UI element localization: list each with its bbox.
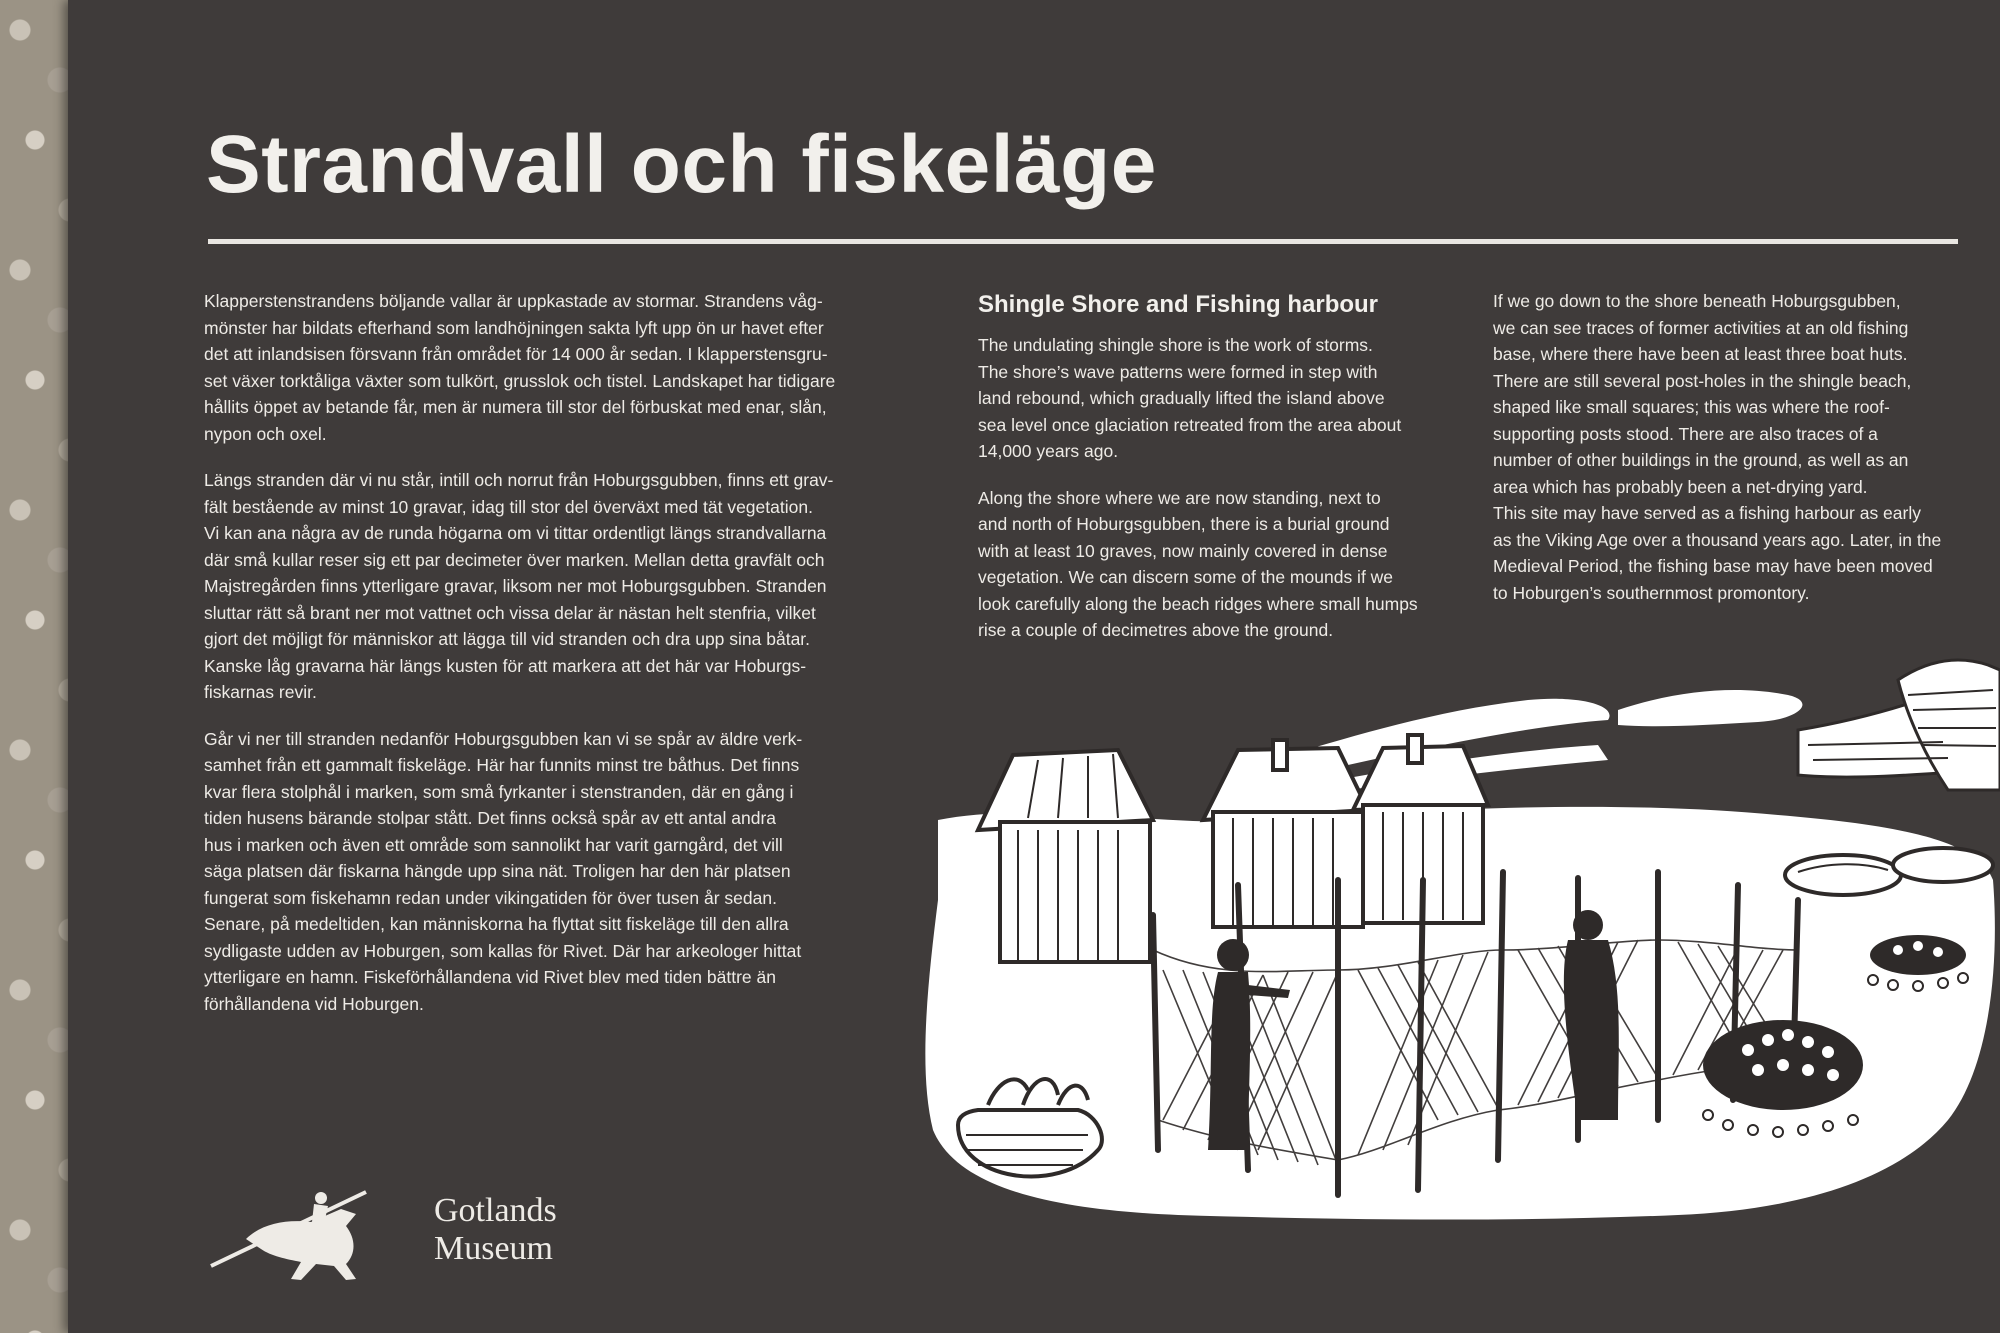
english-paragraph: Along the shore where we are now standing, next to and north of Hoburgsgubben, there is a burial ground with at least 10 graves, now mainly covered in dense vegetation. We can discern some of the mounds if we look carefully along the beach ridges where small humps rise a couple of decimetres above the ground.: [978, 487, 1418, 640]
swedish-paragraph: Klapperstenstrandens böljande vallar är uppkastade av stormar. Strandens våg- mönster har bildats efterhand som landhöjningen sakta lyft upp ön ur havet efter det att inlandsisen försvann från området för 14 000 år sedan. I klapperstensgru- set växer torktåliga växter som tulkört, grusslok och tistel. Landskapet har tidigare hållits öppet av betande får, men är numera till stor del förbuskat med enar, slån, nypon och oxel.: [204, 291, 836, 444]
museum-logo-text: Gotlands Museum: [434, 1192, 557, 1267]
swedish-paragraph: Går vi ner till stranden nedanför Hoburgsgubben kan vi se spår av äldre verk- samhet från ett gammalt fiskeläge. Här har funnits minst tre båthus. Det finns kvar flera stolphål i marken, som små fyrkanter i stenstranden, där en gång i tiden husens bärande stolpar stått. Det finns också spår av ett antal andra hus i marken och även ett område som sannolikt har varit garngård, det vill säga platsen där fiskarna hängde upp sina nät. Troligen har den här platsen fungerat som fiskehamn redan under vikingatiden för över tusen år sedan. Senare, på medeltiden, kan människorna ha flyttat sitt fiskeläge till den allra sydligaste udden av Hoburgen, som kallas för Rivet. Där har arkeologer hittat ytterligare en hamn. Fiskeförhållandena vid Rivet blev med tiden bättre än förhållandena vid Hoburgen.: [204, 728, 803, 1014]
english-heading: Shingle Shore and Fishing harbour: [978, 291, 1379, 318]
swedish-text-column: [204, 288, 894, 1037]
fishing-village-illustration: [918, 650, 2000, 1235]
museum-logo: [206, 1184, 626, 1284]
title-divider: [208, 239, 1958, 244]
sign-title: Strandvall och fiskeläge: [206, 119, 1157, 210]
english-paragraph: If we go down to the shore beneath Hoburgsgubben, we can see traces of former activities at an old fishing base, where there have been at least three boat huts. There are still several post-holes in the shingle beach, shaped like small squares; this was where the roof- supporting posts stood. There are also traces of a number of other buildings in the ground, as well as an area which has probably been a net-drying yard. This site may have served as a fishing harbour as early as the Viking Age over a thousand years ago. Later, in the Medieval Period, the fishing base may have been moved to Hoburgen’s southernmost promontory.: [1493, 291, 1942, 603]
info-sign: [68, 0, 2000, 1333]
english-text-column-1: [978, 288, 1478, 664]
swedish-paragraph: Längs stranden där vi nu står, intill och norrut från Hoburgsgubben, finns ett grav- fält bestående av minst 10 gravar, idag till stor del överväxt med tät vegetation. Vi kan ana några av de runda högarna om vi tittar ordentligt längs strandvallarna där små kullar reser sig ett par decimeter över marken. Mellan detta gravfält och Majstregården finns ytterligare gravar, liksom ner mot Hoburgsgubben. Stranden sluttar rätt så brant ner mot vattnet och vissa delar är nästan helt stenfria, vilket gjort det möjligt för människor att lägga till vid stranden och dra upp sina båtar. Kanske låg gravarna här längs kusten för att markera att det här var Hoburgs- fiskarnas revir.: [204, 470, 834, 702]
horse-rider-icon: [206, 1184, 416, 1284]
english-paragraph: The undulating shingle shore is the work of storms. The shore’s wave patterns were formed in step with land rebound, which gradually lifted the island above sea level once glaciation retreated from the area about 14,000 years ago.: [978, 335, 1402, 461]
english-text-column-2: [1493, 288, 1983, 626]
